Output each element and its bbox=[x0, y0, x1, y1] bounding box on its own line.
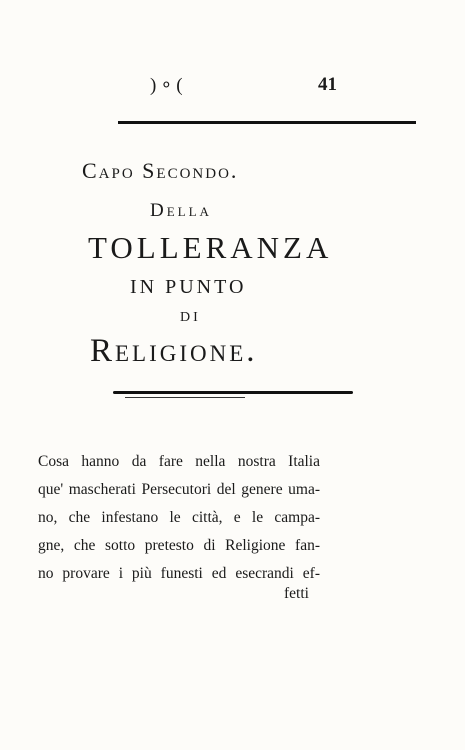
chapter-heading: Capo Secondo. bbox=[82, 158, 239, 183]
title-line-di: DI bbox=[180, 310, 201, 325]
page-number: 41 bbox=[318, 74, 337, 95]
body-line: gne, che sotto pretesto di Religione fan- bbox=[38, 537, 320, 554]
body-line: que' mascherati Persecutori del genere uma- bbox=[38, 481, 320, 498]
title-line-della: Della bbox=[150, 200, 212, 221]
body-paragraph bbox=[38, 448, 320, 588]
title-line-religione: Religione. bbox=[90, 333, 258, 369]
body-line: no provare i più funesti ed esecrandi ef- bbox=[38, 565, 320, 582]
catchword: fetti bbox=[284, 585, 309, 602]
title-line-in-punto: IN PUNTO bbox=[130, 276, 247, 298]
title-line-tolleranza: TOLLERANZA bbox=[88, 230, 333, 265]
body-line: no, che infestano le città, e le campa- bbox=[38, 509, 320, 526]
header-rule bbox=[118, 121, 416, 124]
running-head bbox=[0, 74, 465, 104]
body-line: Cosa hanno da fare nella nostra Italia bbox=[38, 453, 320, 470]
ornamental-rule-thin bbox=[125, 397, 245, 398]
header-ornament: )∘( bbox=[150, 75, 187, 96]
ornamental-rule bbox=[113, 391, 353, 394]
